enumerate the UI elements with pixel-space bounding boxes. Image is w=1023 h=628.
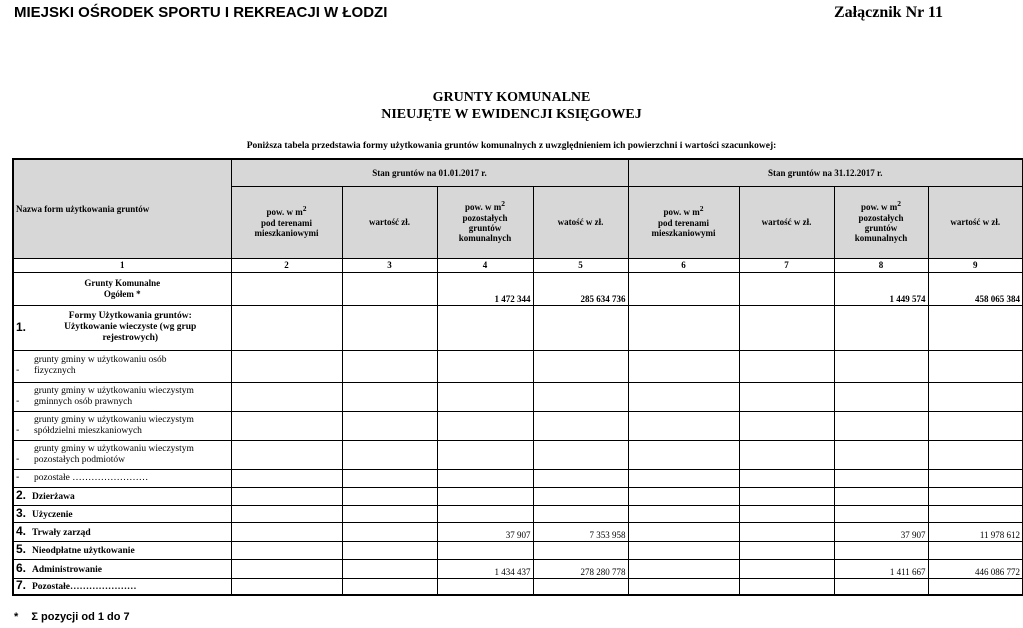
column-header-8: pow. w $m^2$ pozostałych gruntów komunalnych	[834, 186, 928, 258]
table-row	[13, 487, 1023, 505]
row-number: 5.	[16, 542, 27, 557]
column-header-2: pow. w $m^2$ pod terenami mieszkaniowymi	[231, 186, 342, 258]
table-row	[13, 578, 1023, 595]
row-label: 4. Trwały zarząd	[13, 522, 231, 541]
table-row	[13, 541, 1023, 559]
row-label: 5. Nieodpłatne użytkowanie	[13, 541, 231, 559]
total-area-end: 1 449 574	[834, 272, 928, 305]
column-number: 2	[231, 258, 342, 272]
subrow-label: - pozostałe ……………………	[13, 469, 231, 487]
column-header-5: watość w zł.	[533, 186, 628, 258]
table-cell	[739, 272, 834, 305]
table-row-total	[13, 272, 1023, 305]
group-header-start: Stan gruntów na 01.01.2017 r.	[231, 159, 628, 186]
row-label: 2. Dzierżawa	[13, 487, 231, 505]
total-value-end: 458 065 384	[928, 272, 1023, 305]
table-row	[13, 350, 1023, 382]
document-title-line1: GRUNTY KOMUNALNE	[432, 90, 591, 105]
table-row	[13, 469, 1023, 487]
table-row	[13, 559, 1023, 578]
group-header-end: Stan gruntów na 31.12.2017 r.	[628, 159, 1023, 186]
column-number: 6	[628, 258, 739, 272]
total-value-start: 285 634 736	[533, 272, 628, 305]
row-number: 2.	[16, 488, 27, 503]
table-row	[13, 382, 1023, 411]
row-number: 4.	[16, 523, 27, 538]
table-cell	[231, 272, 342, 305]
table-cell: 37 907	[437, 522, 533, 541]
column-header-4: pow. w $m^2$ pozostałych gruntów komunalnych	[437, 186, 533, 258]
column-number: 1	[13, 258, 231, 272]
table-cell: 37 907	[834, 522, 928, 541]
table-cell: 1 411 667	[834, 559, 928, 578]
table-cell	[342, 272, 437, 305]
table-row	[13, 305, 1023, 350]
footnote-text: Σ pozycji od 1 do 7	[31, 611, 130, 623]
table-row	[13, 505, 1023, 522]
column-number: 4	[437, 258, 533, 272]
table-description: Poniższa tabela przedstawia formy użytkowania gruntów komunalnych z uwzględnieniem ich powierzchni i wartości szacunkowej:	[246, 141, 777, 151]
document-title-line2: NIEUJĘTE W EWIDENCJI KSIĘGOWEJ	[381, 107, 642, 122]
table-cell: 278 280 778	[533, 559, 628, 578]
row-label: 7. Pozostałe…………………	[13, 578, 231, 595]
subrow-label: - grunty gminy w użytkowaniu wieczystym pozostałych podmiotów	[13, 440, 231, 469]
table-cell	[628, 272, 739, 305]
row-number: 1.	[16, 319, 27, 334]
land-use-table	[12, 158, 1023, 596]
subrow-label: - grunty gminy w użytkowaniu wieczystym spółdzielni mieszkaniowych	[13, 411, 231, 440]
footnote-marker: *	[14, 611, 19, 623]
column-number: 5	[533, 258, 628, 272]
row-number: 3.	[16, 505, 27, 520]
table-cell: 11 978 612	[928, 522, 1023, 541]
column-header-name: Nazwa form użytkowania gruntów	[13, 159, 231, 258]
subrow-label: - grunty gminy w użytkowaniu wieczystym gminnych osób prawnych	[13, 382, 231, 411]
column-number: 3	[342, 258, 437, 272]
row-number: 7.	[16, 578, 27, 593]
row-1-label: 1. Formy Użytkowania gruntów: Użytkowanie wieczyste (wg grup rejestrowych)	[13, 305, 231, 350]
organization-name: MIEJSKI OŚRODEK SPORTU I REKREACJI W ŁODZI	[14, 4, 388, 21]
row-label: 6. Administrowanie	[13, 559, 231, 578]
attachment-number: Załącznik Nr 11	[834, 4, 944, 21]
column-header-7: wartość w zł.	[739, 186, 834, 258]
table-row	[13, 411, 1023, 440]
table-cell: 446 086 772	[928, 559, 1023, 578]
column-header-9: wartość w zł.	[928, 186, 1023, 258]
column-number: 8	[834, 258, 928, 272]
table-cell: 7 353 958	[533, 522, 628, 541]
footnote	[14, 611, 130, 623]
total-area-start: 1 472 344	[437, 272, 533, 305]
total-label: Grunty Komunalne Ogółem *	[13, 272, 231, 305]
table-row	[13, 522, 1023, 541]
column-number: 7	[739, 258, 834, 272]
column-header-6: pow. w $m^2$ pod terenami mieszkaniowymi	[628, 186, 739, 258]
row-number: 6.	[16, 560, 27, 575]
table-cell: 1 434 437	[437, 559, 533, 578]
column-header-3: wartość zł.	[342, 186, 437, 258]
column-numbers-row	[13, 258, 1023, 272]
subrow-label: - grunty gminy w użytkowaniu osób fizycznych	[13, 350, 231, 382]
table-row	[13, 440, 1023, 469]
column-number: 9	[928, 258, 1023, 272]
row-label: 3. Użyczenie	[13, 505, 231, 522]
